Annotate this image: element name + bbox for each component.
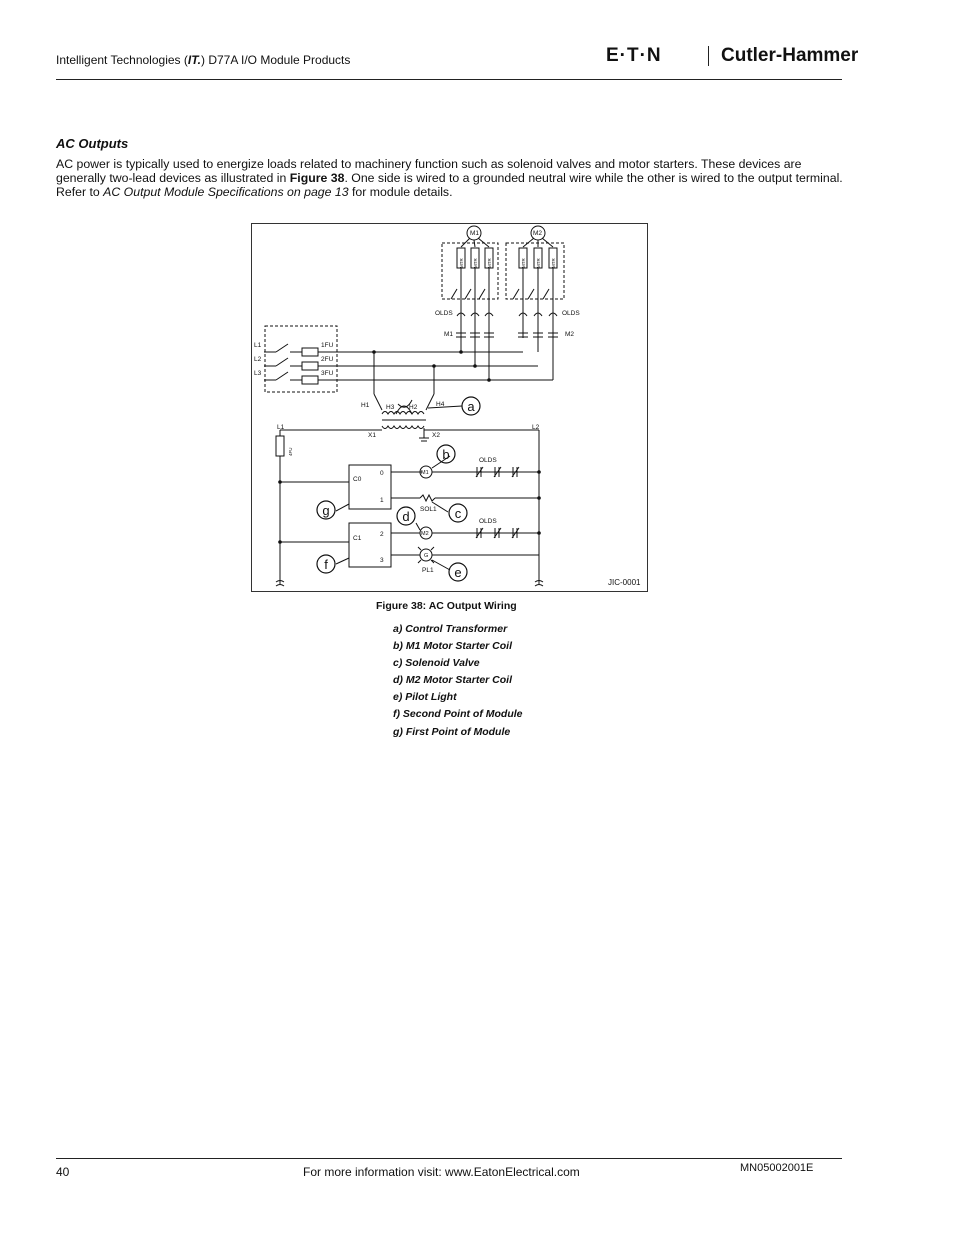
- lbl-mtr-1: MTR: [459, 258, 464, 268]
- fuse-4fu: [276, 436, 284, 456]
- lbl-mtr-3: MTR: [487, 258, 492, 268]
- overload-heaters: [457, 248, 557, 268]
- lbl-1fu: 1FU: [321, 342, 334, 349]
- cutler-hammer-logo: Cutler-Hammer: [721, 45, 859, 66]
- lbl-sol1: SOL1: [420, 506, 437, 513]
- lbl-m2-motor: M2: [533, 230, 543, 237]
- footer-info: For more information visit: www.EatonElectrical.com: [303, 1165, 580, 1179]
- lbl-h4: H4: [436, 401, 445, 408]
- callout-g: g: [322, 503, 330, 518]
- callout-f: f: [324, 557, 328, 572]
- lbl-h3: H3: [386, 404, 395, 411]
- lbl-olds-left: OLDS: [435, 310, 453, 317]
- lbl-l3-phase: L3: [254, 370, 262, 377]
- callout-d: d: [402, 509, 410, 524]
- lbl-mtr-2: MTR: [473, 258, 478, 268]
- legend-item-a: a) Control Transformer: [393, 623, 508, 635]
- document-number: MN05002001E: [740, 1162, 814, 1174]
- header-title-it: IT.: [187, 53, 201, 67]
- lbl-t2: 2: [380, 531, 384, 538]
- para-part-3: for module details.: [348, 185, 453, 199]
- lbl-olds-rung1: OLDS: [479, 457, 497, 464]
- lbl-mtr-4: MTR: [521, 258, 526, 268]
- para-part-1: AC power is typically used to energize loads related to machinery function such as solenoid valves and motor starters. These devices are generally two-lead devices as illustrated in: [56, 157, 802, 185]
- footer-rule: [56, 1158, 842, 1159]
- header-title-pre: Intelligent Technologies (: [56, 53, 188, 67]
- wiring-diagram: [251, 223, 648, 592]
- lbl-x1: X1: [368, 432, 376, 439]
- lbl-l1-control: L1: [277, 424, 285, 431]
- lbl-m1-motor: M1: [470, 230, 480, 237]
- lbl-m2-coil: M2: [421, 531, 429, 537]
- lbl-jic: JIC-0001: [608, 578, 641, 587]
- callout-leaders: [336, 406, 462, 570]
- disconnect-slashes: [451, 289, 549, 299]
- m2-starter-box: [506, 243, 564, 299]
- lbl-mtr-5: MTR: [536, 258, 541, 268]
- lbl-l2-phase: L2: [254, 356, 262, 363]
- callout-c: c: [454, 506, 462, 521]
- three-phase-lines: [264, 344, 553, 384]
- legend-item-f: f) Second Point of Module: [393, 708, 523, 721]
- eaton-logo: E·T·N: [606, 45, 662, 66]
- lbl-h2: H2: [409, 404, 418, 411]
- lbl-olds-rung2: OLDS: [479, 518, 497, 525]
- header-title: [56, 53, 350, 67]
- lbl-l1-phase: L1: [254, 342, 262, 349]
- module-point-1: [349, 465, 391, 509]
- lbl-3fu: 3FU: [321, 370, 334, 377]
- figure-legend: [393, 621, 523, 741]
- page-number: 40: [56, 1165, 70, 1179]
- figure-reference: Figure 38: [289, 171, 345, 185]
- lbl-2fu: 2FU: [321, 356, 334, 363]
- lbl-mtr-6: MTR: [551, 258, 556, 268]
- section-paragraph: [56, 157, 846, 199]
- lbl-l2-control: L2: [532, 424, 540, 431]
- callout-e: e: [454, 565, 462, 580]
- module-point-2: [349, 523, 391, 567]
- callout-a: a: [467, 399, 475, 414]
- header-title-post: ) D77A I/O Module Products: [200, 53, 351, 67]
- lbl-x2: X2: [432, 432, 440, 439]
- lbl-g: G: [424, 553, 429, 559]
- header-rule: [56, 79, 842, 80]
- starter-vertical-lines: [461, 268, 553, 380]
- lbl-m2-contacts: M2: [565, 331, 575, 338]
- lbl-olds-right: OLDS: [562, 310, 580, 317]
- legend-item-g: g) First Point of Module: [393, 725, 511, 738]
- lbl-t0: 0: [380, 470, 384, 477]
- callout-b: b: [442, 447, 450, 462]
- lbl-c1: C1: [353, 535, 362, 542]
- lbl-h1: H1: [361, 402, 370, 409]
- para-part-2: . One side is wired to a grounded neutral wire while the other is wired to the output terminal. Refer to: [56, 171, 843, 199]
- logo-separator: [708, 46, 709, 66]
- lbl-c0: C0: [353, 476, 362, 483]
- main-contacts: [456, 333, 558, 337]
- lbl-m1-contacts: M1: [444, 331, 454, 338]
- olds-symbols: [457, 313, 557, 316]
- output-rungs: [391, 466, 539, 563]
- lbl-t3: 3: [380, 557, 384, 564]
- spec-reference: AC Output Module Specifications on page 13: [103, 185, 349, 199]
- control-transformer: [374, 352, 434, 441]
- section-heading: AC Outputs: [56, 136, 129, 151]
- legend-item-c: c) Solenoid Valve: [393, 657, 480, 670]
- lbl-pl1: PL1: [422, 567, 434, 574]
- legend-item-b: b) M1 Motor Starter Coil: [393, 640, 513, 653]
- lbl-m1-coil: M1: [421, 470, 429, 476]
- lbl-t1: 1: [380, 497, 384, 504]
- legend-item-d: d) M2 Motor Starter Coil: [393, 674, 513, 687]
- legend-item-e: e) Pilot Light: [393, 691, 457, 704]
- figure-caption: Figure 38: AC Output Wiring: [376, 600, 517, 612]
- lbl-4fu: 4FU: [288, 447, 293, 456]
- callout-circles: [317, 397, 480, 581]
